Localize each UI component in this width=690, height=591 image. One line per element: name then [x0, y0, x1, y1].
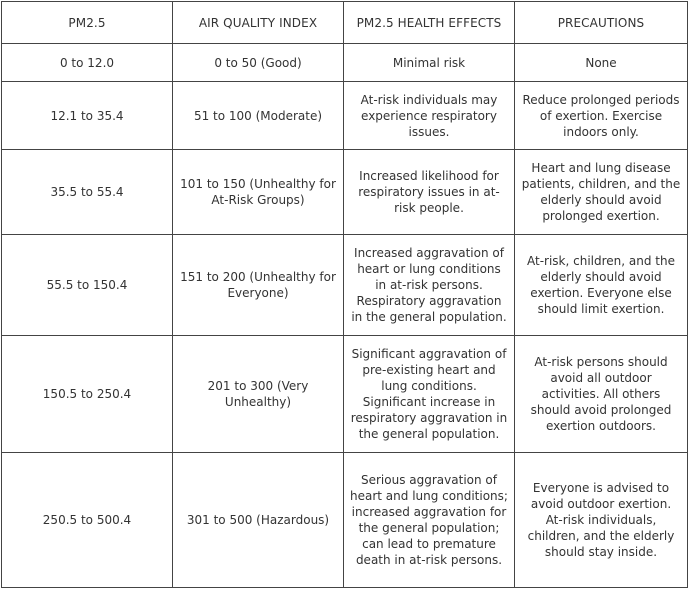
- cell-pm25: 55.5 to 150.4: [2, 235, 173, 336]
- cell-health-effects: Serious aggravation of heart and lung conditions; increased aggravation for the general population; can lead to premature death in at-risk persons.: [344, 453, 515, 588]
- cell-aqi: 201 to 300 (Very Unhealthy): [173, 336, 344, 453]
- cell-precautions: At-risk persons should avoid all outdoor activities. All others should avoid prolonged exertion outdoors.: [515, 336, 688, 453]
- header-pm25: PM2.5: [2, 2, 173, 44]
- cell-pm25: 0 to 12.0: [2, 44, 173, 82]
- cell-aqi: 301 to 500 (Hazardous): [173, 453, 344, 588]
- table-row: [2, 44, 688, 82]
- table-header-row: [2, 2, 688, 44]
- cell-pm25: 35.5 to 55.4: [2, 150, 173, 235]
- cell-precautions: None: [515, 44, 688, 82]
- cell-aqi: 0 to 50 (Good): [173, 44, 344, 82]
- cell-health-effects: Increased aggravation of heart or lung conditions in at-risk persons. Respiratory aggravation in the general population.: [344, 235, 515, 336]
- cell-pm25: 250.5 to 500.4: [2, 453, 173, 588]
- cell-pm25: 12.1 to 35.4: [2, 82, 173, 150]
- cell-aqi: 151 to 200 (Unhealthy for Everyone): [173, 235, 344, 336]
- table-row: [2, 336, 688, 453]
- cell-health-effects: Increased likelihood for respiratory issues in at-risk people.: [344, 150, 515, 235]
- cell-aqi: 51 to 100 (Moderate): [173, 82, 344, 150]
- header-precautions: PRECAUTIONS: [515, 2, 688, 44]
- header-air-quality-index: AIR QUALITY INDEX: [173, 2, 344, 44]
- table-row: [2, 235, 688, 336]
- pm25-air-quality-table: [1, 1, 688, 588]
- table-row: [2, 150, 688, 235]
- cell-pm25: 150.5 to 250.4: [2, 336, 173, 453]
- cell-health-effects: Significant aggravation of pre-existing heart and lung conditions. Significant increase in respiratory aggravation in the general population.: [344, 336, 515, 453]
- table-row: [2, 82, 688, 150]
- cell-precautions: Reduce prolonged periods of exertion. Exercise indoors only.: [515, 82, 688, 150]
- cell-precautions: Everyone is advised to avoid outdoor exertion. At-risk individuals, children, and the elderly should stay inside.: [515, 453, 688, 588]
- cell-health-effects: Minimal risk: [344, 44, 515, 82]
- cell-health-effects: At-risk individuals may experience respiratory issues.: [344, 82, 515, 150]
- cell-precautions: Heart and lung disease patients, children, and the elderly should avoid prolonged exertion.: [515, 150, 688, 235]
- table-row: [2, 453, 688, 588]
- header-health-effects: PM2.5 HEALTH EFFECTS: [344, 2, 515, 44]
- cell-aqi: 101 to 150 (Unhealthy for At-Risk Groups): [173, 150, 344, 235]
- cell-precautions: At-risk, children, and the elderly should avoid exertion. Everyone else should limit exertion.: [515, 235, 688, 336]
